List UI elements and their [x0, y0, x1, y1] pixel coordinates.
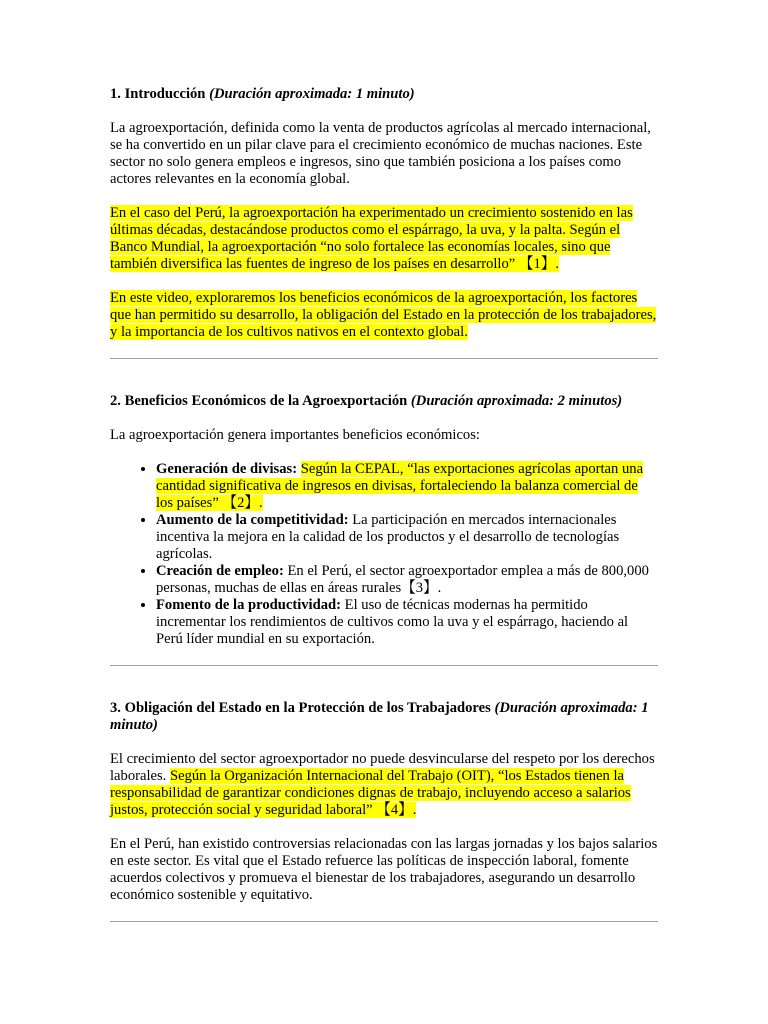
section-1-heading [110, 86, 658, 103]
list-item-label: Generación de divisas: [156, 461, 298, 477]
section-3-paragraph-1 [110, 751, 658, 819]
benefits-list [110, 461, 658, 648]
plain-text: El crecimiento del sector agroexportador no puede desvincularse del respeto por los derechos laborales. [110, 751, 655, 784]
list-item-text: Según la CEPAL, “las exportaciones agrícolas aportan una cantidad significativa de ingresos en divisas, fortaleciendo la balanza comercial de los países” 【2】. [156, 461, 644, 511]
highlighted-text: En este video, exploraremos los beneficios económicos de la agroexportación, los factores que han permitido su desarrollo, la obligación del Estado en la protección de los trabajadores, y la importancia de los cultivos nativos en el contexto global. [110, 290, 657, 340]
section-1-title: 1. Introducción [110, 86, 206, 102]
document-body [110, 86, 658, 922]
section-3-heading [110, 700, 658, 734]
highlighted-text: Según la Organización Internacional del Trabajo (OIT), “los Estados tienen la responsabilidad de garantizar condiciones dignas de trabajo, incluyendo acceso a salarios justos, protección social y seguridad laboral” 【4】. [110, 768, 631, 818]
list-item [156, 563, 658, 597]
section-2-intro: La agroexportación genera importantes beneficios económicos: [110, 427, 480, 443]
section-3-paragraph-2: En el Perú, han existido controversias relacionadas con las largas jornadas y los bajos salarios en este sector. Es vital que el Estado refuerce las políticas de inspección laboral, fomente acuerdos colectivos y promueva el bienestar de los trabajadores, asegurando un desarrollo económico sostenible y equitativo. [110, 836, 658, 903]
section-2-title: 2. Beneficios Económicos de la Agroexportación [110, 393, 408, 409]
section-1-paragraph-1: La agroexportación, definida como la venta de productos agrícolas al mercado internacional, se ha convertido en un pilar clave para el crecimiento económico de muchas naciones. Este sector no solo genera empleos e ingresos, sino que también posiciona a los países como actores relevantes en la economía global. [110, 120, 651, 187]
section-1-paragraph-2 [110, 205, 658, 273]
list-item [156, 461, 658, 512]
list-item-text: En el Perú, el sector agroexportador emplea a más de 800,000 personas, muchas de ellas en áreas rurales【3】. [156, 563, 649, 596]
list-item-label: Fomento de la productividad: [156, 597, 342, 613]
section-divider [110, 921, 658, 922]
list-item-label: Aumento de la competitividad: [156, 512, 349, 528]
section-3-duration: (Duración aproximada: 1 minuto) [110, 700, 649, 733]
highlighted-text: En el caso del Perú, la agroexportación ha experimentado un crecimiento sostenido en las últimas décadas, destacándose productos como el espárrago, la uva, y la palta. Según el Banco Mundial, la agroexportación “no solo fortalece las economías locales, sino que también diversifica las fuentes de ingreso de los países en desarrollo” 【1】. [110, 205, 633, 272]
list-item-text: El uso de técnicas modernas ha permitido incrementar los rendimientos de cultivos como la uva y el espárrago, haciendo al Perú líder mundial en su exportación. [156, 597, 629, 647]
section-1-duration: (Duración aproximada: 1 minuto) [209, 86, 415, 102]
section-3-title: 3. Obligación del Estado en la Protección de los Trabajadores [110, 700, 491, 716]
list-item-label: Creación de empleo: [156, 563, 284, 579]
section-2-heading [110, 393, 658, 410]
list-item [156, 597, 658, 648]
list-item [156, 512, 658, 563]
list-item-text: La participación en mercados internacionales incentiva la mejora en la calidad de los productos y el desarrollo de tecnologías agrícolas. [156, 512, 620, 562]
section-1-paragraph-3 [110, 290, 658, 341]
section-2-duration: (Duración aproximada: 2 minutos) [410, 393, 623, 409]
